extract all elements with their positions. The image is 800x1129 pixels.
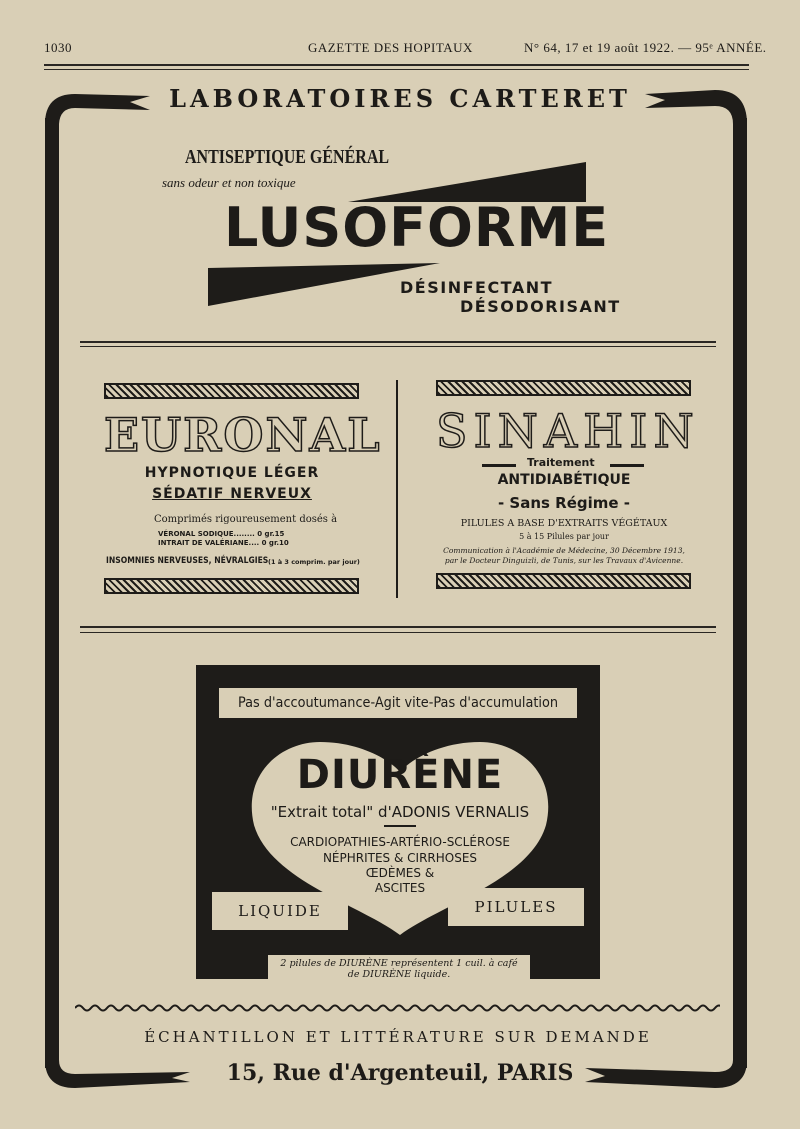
- section-rule: [80, 341, 716, 343]
- euronal-ing1: VÉRONAL SODIQUE........ 0 gr.15: [158, 530, 285, 538]
- diurene-name: DIURÈNE: [296, 752, 504, 798]
- lusoforme-tagline: sans odeur et non toxique: [162, 175, 296, 190]
- lusoforme-name: LUSOFORME: [224, 196, 610, 259]
- wavy-rule: [75, 1002, 720, 1014]
- sinahin-dash-left: [482, 464, 516, 467]
- page-number: 1030: [44, 40, 72, 55]
- sinahin-regime: - Sans Régime -: [497, 494, 631, 512]
- lusoforme-kicker: ANTISEPTIQUE GÉNÉRAL: [185, 146, 390, 168]
- diurene-banner-box: [219, 688, 577, 718]
- lusoforme-line1: DÉSINFECTANT: [400, 278, 554, 297]
- section-rule-thin: [80, 346, 716, 347]
- diurene-liquide-box: [212, 892, 348, 930]
- euronal-ing2: INTRAIT DE VALÉRIANE.... 0 gr.10: [158, 539, 289, 547]
- euronal-sub2: SÉDATIF NERVEUX: [152, 486, 312, 502]
- diurene-banner: Pas d'accoutumance-Agit vite-Pas d'accumulation: [237, 695, 559, 711]
- diurene-ind2: NÉPHRITES & CIRRHOSES: [322, 851, 478, 865]
- diurene-pilules-box: [448, 888, 584, 926]
- euronal-dose: (1 à 3 comprim. par jour): [268, 558, 360, 566]
- issue-info: N° 64, 17 et 19 août 1922. — 95ᵉ ANNÉE.: [524, 40, 767, 55]
- euronal-name: EURONAL: [104, 408, 382, 462]
- diurene-extrait: "Extrait total" d'ADONIS VERNALIS: [270, 803, 530, 821]
- euronal-ornament-bottom: [104, 578, 359, 594]
- diurene-note-box: [268, 955, 530, 985]
- sinahin-antidiab: ANTIDIABÉTIQUE: [497, 472, 631, 488]
- sinahin-ornament-bottom: [436, 573, 691, 589]
- address: 15, Rue d'Argenteuil, PARIS: [226, 1060, 574, 1086]
- sinahin-comm1: Communication à l'Académie de Médecine, 30 Décembre 1913,: [443, 546, 685, 555]
- sinahin-comm2: par le Docteur Dinguizli, de Tunis, sur les Travaux d'Avicenne.: [444, 556, 684, 565]
- diurene-ind1: CARDIOPATHIES-ARTÉRIO-SCLÉROSE: [290, 835, 510, 849]
- sinahin-pilules: PILULES A BASE D'EXTRAITS VÉGÉTAUX: [460, 518, 668, 529]
- diurene-ind4: ASCITES: [374, 881, 426, 895]
- sample-request: ÉCHANTILLON ET LITTÉRATURE SUR DEMANDE: [144, 1028, 652, 1046]
- euronal-indication: INSOMNIES NERVEUSES, NÉVRALGIES: [106, 556, 269, 566]
- euronal-sub1: HYPNOTIQUE LÉGER: [144, 465, 320, 481]
- frame-right-bar: [733, 118, 747, 1068]
- column-divider: [396, 380, 398, 598]
- diurene-note2: de DIURÈNE liquide.: [347, 969, 451, 980]
- frame-left-bar: [45, 118, 59, 1068]
- laboratory-name: LABORATOIRES CARTERET: [169, 84, 631, 113]
- lusoforme-line2: DÉSODORISANT: [460, 297, 621, 316]
- sinahin-name: SINAHIN: [436, 404, 700, 458]
- diurene-liquide: LIQUIDE: [238, 902, 322, 920]
- diurene-ind3: ŒDÈMES &: [365, 866, 435, 880]
- diurene-pilules: PILULES: [474, 898, 558, 916]
- euronal-ornament-top: [104, 383, 359, 399]
- journal-title: GAZETTE DES HOPITAUX: [308, 40, 473, 55]
- section-rule-2: [80, 626, 716, 628]
- sinahin-ornament-top: [436, 380, 691, 396]
- sinahin-dash-right: [610, 464, 644, 467]
- sinahin-traitement: Traitement: [527, 456, 595, 469]
- diurene-separator: [384, 825, 416, 827]
- section-rule-2-thin: [80, 632, 716, 633]
- sinahin-dose: 5 à 15 Pilules par jour: [519, 532, 609, 541]
- diurene-note1: 2 pilules de DIURÈNE représentent 1 cuil. à café: [280, 958, 518, 969]
- euronal-comp: Comprimés rigoureusement dosés à: [154, 514, 338, 525]
